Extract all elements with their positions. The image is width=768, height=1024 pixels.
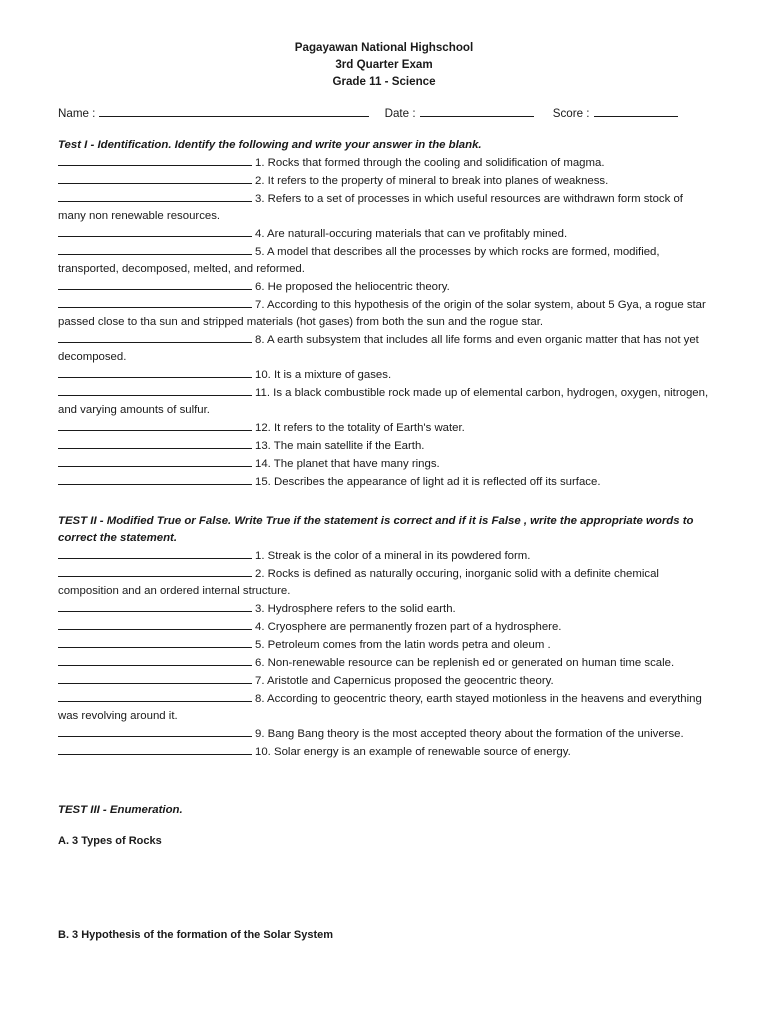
date-blank[interactable] [420,104,534,117]
test2-instruction: TEST II - Modified True or False. Write True if the statement is correct and if it is False , write the appropriate words to correct the statement. [58,515,694,544]
test1-instruction: Test I - Identification. Identify the following and write your answer in the blank. [58,139,482,151]
answer-blank[interactable] [58,547,252,559]
date-label: Date : [384,107,416,120]
question-item: 2. Rocks is defined as naturally occuring, inorganic solid with a definite chemical composition and an ordered internal structure. [58,565,713,600]
question-item: 7. According to this hypothesis of the origin of the solar system, about 5 Gya, a rogue star passed close to tha sun and stripped materials (hot gases) from both the sun and the rogue star. [58,296,713,331]
question-item: 6. Non-renewable resource can be replenish ed or generated on human time scale. [58,654,713,672]
question-item: 13. The main satellite if the Earth. [58,437,713,455]
question-item: 8. According to geocentric theory, earth stayed motionless in the heavens and everything was revolving around it. [58,690,713,725]
exam-title: 3rd Quarter Exam [335,58,433,71]
test3-part-a: A. 3 Types of Rocks [58,835,162,847]
question-item: 2. It refers to the property of mineral to break into planes of weakness. [58,172,713,190]
question-item: 1. Streak is the color of a mineral in its powdered form. [58,547,713,565]
answer-blank[interactable] [58,366,252,378]
answer-blank[interactable] [58,618,252,630]
question-item: 12. It refers to the totality of Earth's water. [58,419,713,437]
question-item: 5. Petroleum comes from the latin words petra and oleum . [58,636,713,654]
question-item: 7. Aristotle and Capernicus proposed the geocentric theory. [58,672,713,690]
grade-subject: Grade 11 - Science [332,75,436,88]
answer-blank[interactable] [58,296,252,308]
answer-blank[interactable] [58,600,252,612]
question-item: 14. The planet that have many rings. [58,455,713,473]
question-item: 5. A model that describes all the processes by which rocks are formed, modified, transported, decomposed, melted, and reformed. [58,243,713,278]
question-item: 6. He proposed the heliocentric theory. [58,278,713,296]
answer-blank[interactable] [58,690,252,702]
answer-blank[interactable] [58,172,252,184]
question-item: 1. Rocks that formed through the cooling and solidification of magma. [58,154,713,172]
answer-blank[interactable] [58,473,252,485]
exam-header [0,39,768,90]
answer-blank[interactable] [58,636,252,648]
school-name: Pagayawan National Highschool [294,41,474,54]
answer-blank[interactable] [58,437,252,449]
question-item: 4. Cryosphere are permanently frozen part of a hydrosphere. [58,618,713,636]
answer-blank[interactable] [58,672,252,684]
answer-blank[interactable] [58,190,252,202]
answer-blank[interactable] [58,278,252,290]
test1-section [58,137,713,491]
answer-blank[interactable] [58,419,252,431]
question-item: 10. Solar energy is an example of renewable source of energy. [58,743,713,761]
test3-title: TEST III - Enumeration. [58,804,183,816]
answer-blank[interactable] [58,455,252,467]
answer-blank[interactable] [58,243,252,255]
score-label: Score : [552,107,590,120]
score-blank[interactable] [594,104,678,117]
student-info-row [58,104,718,120]
test3-part-b: B. 3 Hypothesis of the formation of the Solar System [58,929,334,941]
name-label: Name : [58,107,96,120]
question-item: 8. A earth subsystem that includes all life forms and even organic matter that has not yet decomposed. [58,331,713,366]
answer-blank[interactable] [58,154,252,166]
question-item: 3. Hydrosphere refers to the solid earth. [58,600,713,618]
name-blank[interactable] [99,104,369,117]
answer-blank[interactable] [58,565,252,577]
question-item: 10. It is a mixture of gases. [58,366,713,384]
answer-blank[interactable] [58,743,252,755]
answer-blank[interactable] [58,384,252,396]
question-item: 4. Are naturall-occuring materials that can ve profitably mined. [58,225,713,243]
test2-section [58,513,713,761]
question-item: 3. Refers to a set of processes in which useful resources are withdrawn form stock of many non renewable resources. [58,190,713,225]
question-item: 9. Bang Bang theory is the most accepted theory about the formation of the universe. [58,725,713,743]
answer-blank[interactable] [58,331,252,343]
question-item: 11. Is a black combustible rock made up of elemental carbon, hydrogen, oxygen, nitrogen, and varying amounts of sulfur. [58,384,713,419]
answer-blank[interactable] [58,654,252,666]
question-item: 15. Describes the appearance of light ad it is reflected off its surface. [58,473,713,491]
answer-blank[interactable] [58,225,252,237]
answer-blank[interactable] [58,725,252,737]
